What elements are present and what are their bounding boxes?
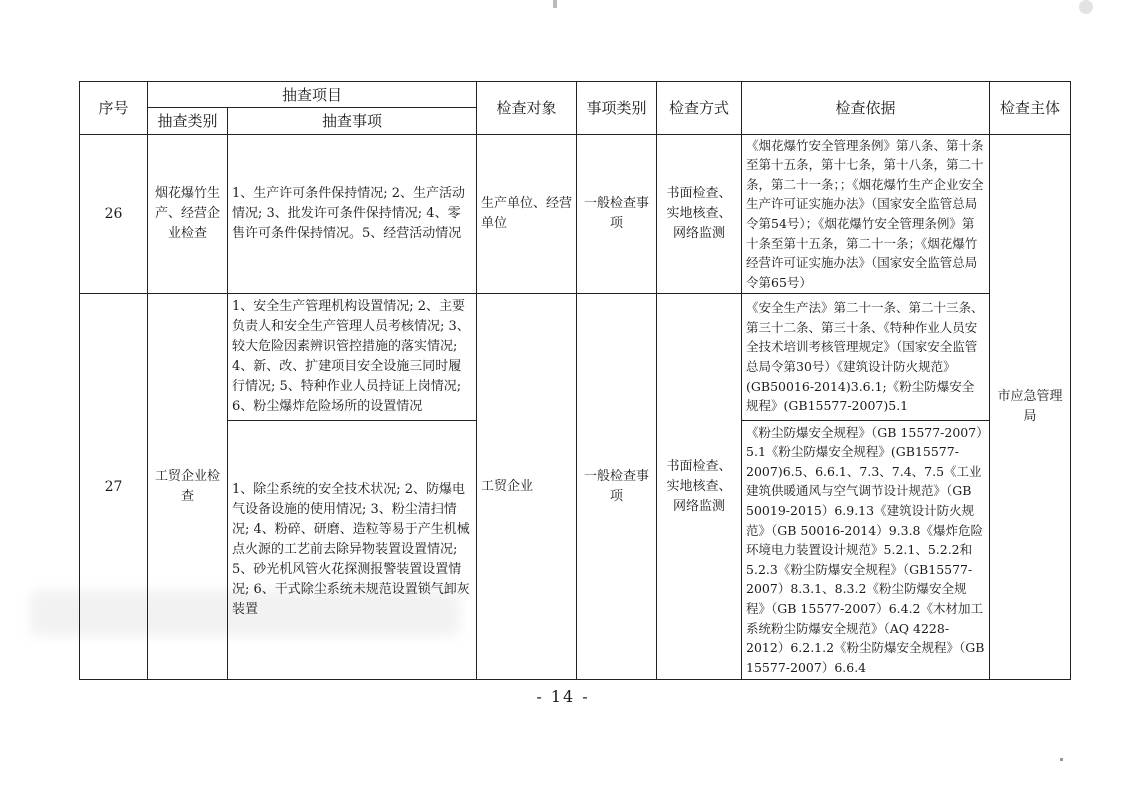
scan-mark — [1079, 0, 1093, 14]
category-cell: 工贸企业检查 — [148, 294, 228, 680]
basis-cell: 《粉尘防爆安全规程》（GB 15577-2007）5.1《粉尘防爆安全规程》(GB15577-2007)6.5、6.6.1、7.3、7.4、7.5《工业建筑供暖通风与空气调节设计规范》（GB 50019-2015）6.9.13《建筑设计防火规范》（GB 50016-2014）9.3.8《爆炸危险环境电力装置设计规范》5.2.1、5.2.2和5.2.3《粉尘防爆安全规程》（GB15577-2007）8.3.1、8.3.2《粉尘防爆安全规程》（GB 15577-2007）6.4.2《木材加工系统粉尘防爆安全规范》（AQ 4228-2012）6.2.1.2《粉尘防爆安全规程》（GB 15577-2007）6.6.4 — [742, 421, 990, 680]
inspection-table — [79, 81, 1071, 680]
type-cell: 一般检查事项 — [577, 294, 657, 680]
method-cell: 书面检查、实地核查、网络监测 — [657, 294, 742, 680]
table-row — [80, 294, 1071, 421]
item-cell: 1、安全生产管理机构设置情况; 2、主要负责人和安全生产管理人员考核情况; 3、较大危险因素辨识管控措施的落实情况; 4、新、改、扩建项目安全设施三同时履行情况; 5、特种作业人员持证上岗情况; 6、粉尘爆炸危险场所的设置情况 — [228, 294, 477, 421]
header-basis: 检查依据 — [742, 82, 990, 135]
header-type: 事项类别 — [577, 82, 657, 135]
header-subject: 检查主体 — [990, 82, 1071, 135]
target-cell: 生产单位、经营单位 — [477, 135, 577, 294]
header-seq: 序号 — [80, 82, 148, 135]
basis-cell: 《烟花爆竹安全管理条例》第八条、第十条至第十五条，第十七条，第十八条，第二十条，第二十一条；；《烟花爆竹生产企业安全生产许可证实施办法》（国家安全监管总局令第54号）；《烟花爆竹安全管理条例》第十条至第十五条，第二十一条；《烟花爆竹经营许可证实施办法》（国家安全监管总局令第65号） — [742, 135, 990, 294]
header-category: 抽查类别 — [148, 108, 228, 135]
header-target: 检查对象 — [477, 82, 577, 135]
scan-mark — [553, 0, 557, 8]
seq-cell: 27 — [80, 294, 148, 680]
type-cell: 一般检查事项 — [577, 135, 657, 294]
item-cell: 1、生产许可条件保持情况; 2、生产活动情况; 3、批发许可条件保持情况; 4、零售许可条件保持情况。5、经营活动情况 — [228, 135, 477, 294]
category-cell: 烟花爆竹生产、经营企业检查 — [148, 135, 228, 294]
header-method: 检查方式 — [657, 82, 742, 135]
item-cell: 1、除尘系统的安全技术状况; 2、防爆电气设备设施的使用情况; 3、粉尘清扫情况; 4、粉碎、研磨、造粒等易于产生机械点火源的工艺前去除异物装置设置情况; 5、砂光机风管火花探测报警装置设置情况; 6、干式除尘系统未规范设置锁气卸灰装置 — [228, 421, 477, 680]
header-project: 抽查项目 — [148, 82, 477, 108]
header-row — [80, 82, 1071, 108]
basis-cell: 《安全生产法》第二十一条、第二十三条、第三十二条、第三十条、《特种作业人员安全技术培训考核管理规定》（国家安全监管总局令第30号）《建筑设计防火规范》(GB50016-2014)3.6.1;《粉尘防爆安全规程》(GB15577-2007)5.1 — [742, 294, 990, 421]
page-number: - 14 - — [536, 687, 590, 706]
subject-cell: 市应急管理局 — [990, 135, 1071, 680]
scan-mark — [1060, 758, 1063, 761]
target-cell: 工贸企业 — [477, 294, 577, 680]
method-cell: 书面检查、实地核查、网络监测 — [657, 135, 742, 294]
header-item: 抽查事项 — [228, 108, 477, 135]
table-row — [80, 135, 1071, 294]
seq-cell: 26 — [80, 135, 148, 294]
